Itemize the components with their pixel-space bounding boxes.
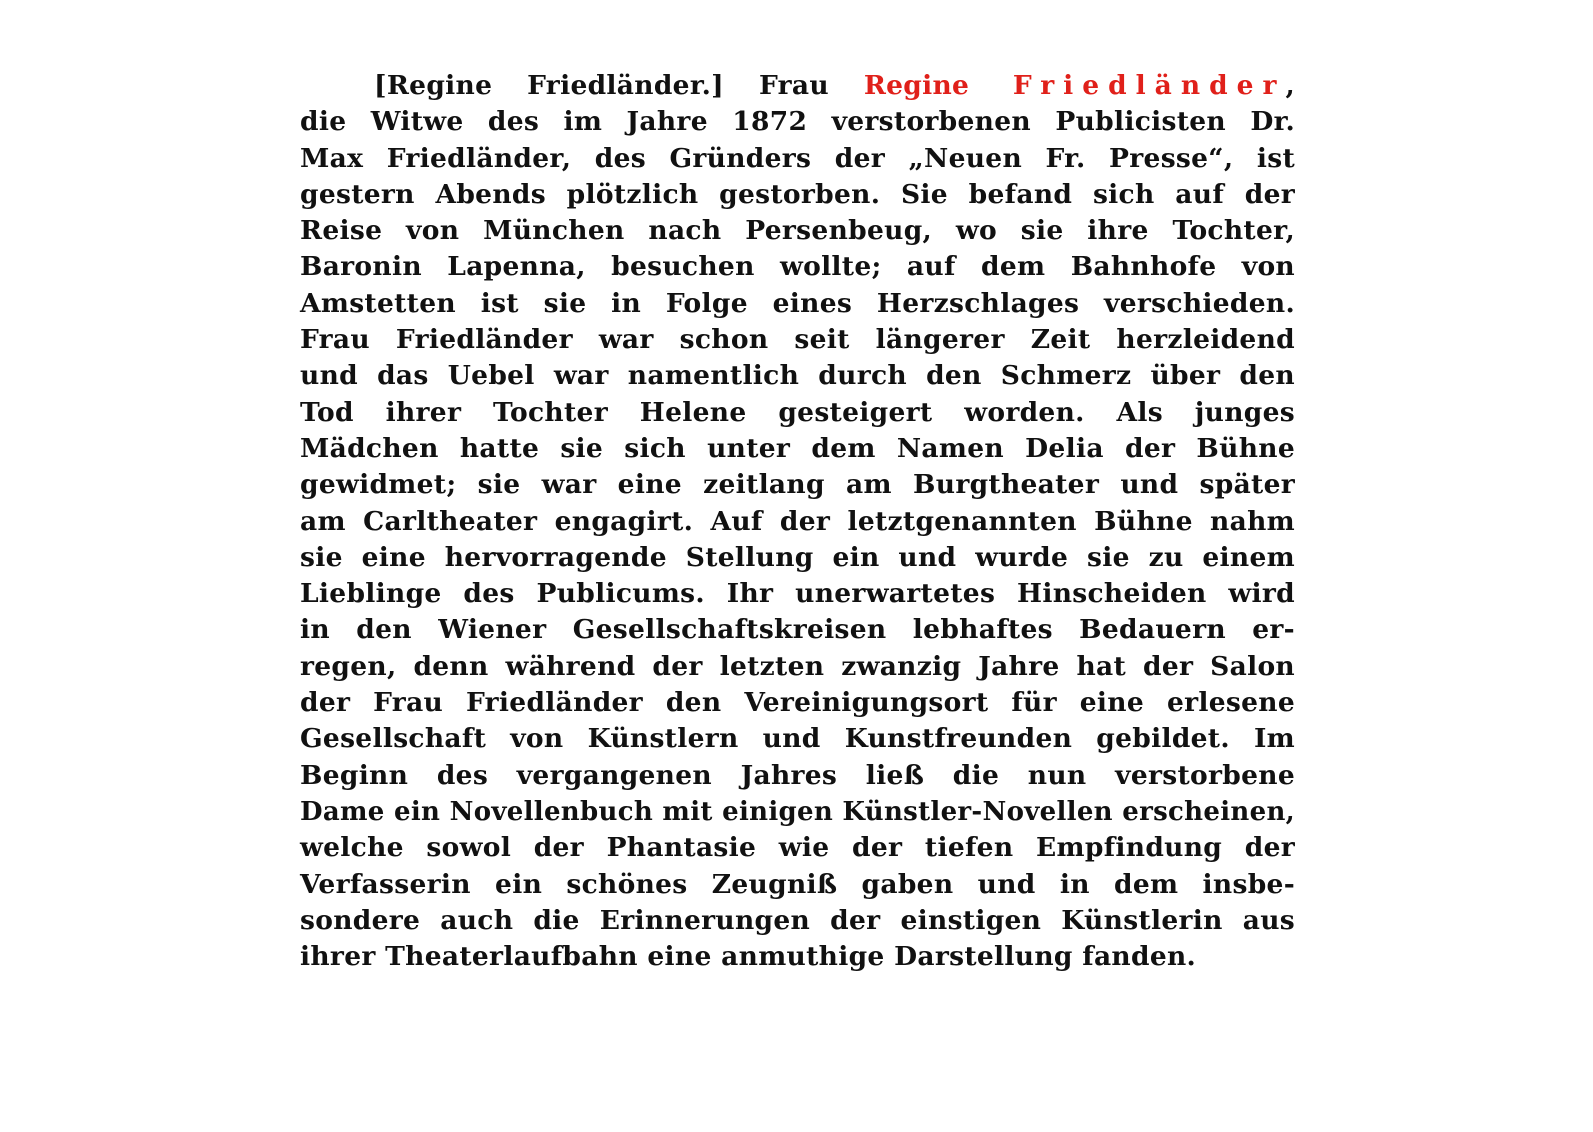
highlighted-first-name: Regine	[863, 70, 970, 101]
article-line: der Frau Friedländer den Vereinigungsort für eine erlesene	[300, 687, 1295, 719]
article-line: Frau Friedländer war schon seit längerer Zeit herzleidend	[300, 324, 1295, 356]
article-line: gewidmet; sie war eine zeitlang am Burgtheater und später	[300, 469, 1295, 501]
article-comma: ,	[1285, 70, 1295, 101]
article-line: und das Uebel war namentlich durch den Schmerz über den	[300, 360, 1295, 392]
article-line: Baronin Lapenna, besuchen wollte; auf dem Bahnhofe von	[300, 251, 1295, 283]
article-line: Dame ein Novellenbuch mit einigen Künstler-Novellen erscheinen,	[300, 796, 1295, 827]
article-line: gestern Abends plötzlich gestorben. Sie befand sich auf der	[300, 178, 1295, 210]
article-line: welche sowol der Phantasie wie der tiefen Empfindung der	[300, 832, 1295, 864]
article-line: Gesellschaft von Künstlern und Kunstfreunden gebildet. Im	[300, 723, 1295, 755]
article-lead-word: Frau	[758, 70, 829, 101]
article-line: Mädchen hatte sie sich unter dem Namen Delia der Bühne	[300, 432, 1295, 464]
article-line: Reise von München nach Persenbeug, wo sie ihre Tochter,	[300, 215, 1295, 247]
article-line: Max Friedländer, des Gründers der „Neuen Fr. Presse“, ist	[300, 142, 1295, 174]
article-line: Verfasserin ein schönes Zeugniß gaben und in dem insbe-	[300, 868, 1295, 900]
article-line: am Carltheater engagirt. Auf der letztgenannten Bühne nahm	[300, 505, 1295, 537]
article-body	[300, 104, 1295, 975]
article-line: in den Wiener Gesellschaftskreisen lebhaftes Bedauern er-	[300, 614, 1295, 646]
newspaper-article	[300, 68, 1295, 975]
article-line: Amstetten ist sie in Folge eines Herzschlages verschieden.	[300, 287, 1295, 319]
article-line: Lieblinge des Publicums. Ihr unerwartetes Hinscheiden wird	[300, 578, 1295, 610]
article-line	[300, 68, 1295, 104]
article-line: die Witwe des im Jahre 1872 verstorbenen Publicisten Dr.	[300, 106, 1295, 138]
highlighted-name	[864, 70, 1286, 101]
article-line: regen, denn während der letzten zwanzig Jahre hat der Salon	[300, 650, 1295, 682]
article-line: Beginn des vergangenen Jahres ließ die nun verstorbene	[300, 759, 1295, 791]
article-line: Tod ihrer Tochter Helene gesteigert worden. Als junges	[300, 396, 1295, 428]
article-line: sie eine hervorragende Stellung ein und wurde sie zu einem	[300, 541, 1295, 573]
article-line: ihrer Theaterlaufbahn eine anmuthige Darstellung fanden.	[300, 941, 1197, 973]
highlighted-last-name: Friedländer	[1012, 70, 1286, 101]
article-heading: [Regine Friedländer.]	[374, 70, 725, 101]
article-line: sondere auch die Erinnerungen der einstigen Künstlerin aus	[300, 904, 1295, 936]
